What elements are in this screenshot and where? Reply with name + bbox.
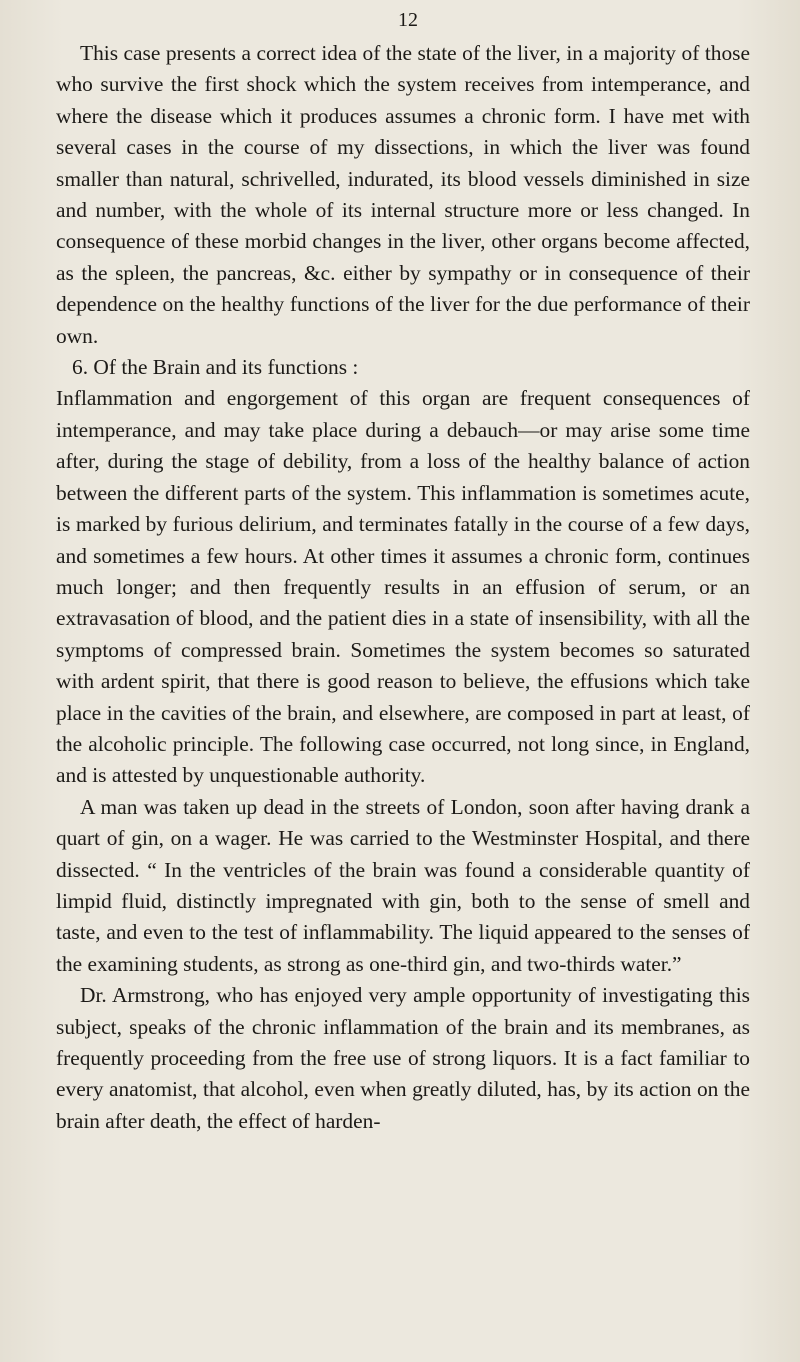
paragraph-brain-inflammation: Inflammation and engorgement of this organ are frequent consequences of intemperance, and may take place during a debauch—or may arise some time after, during the stage of debility, from a loss of the healthy balance of action between the different parts of the system. This inflammation is sometimes acute, is marked by furious delirium, and terminates fatally in the course of a few days, and sometimes a few hours. At other times it assumes a chronic form, continues much longer; and then frequently results in an effusion of serum, or an extravasation of blood, and the patient dies in a state of insensibility, with all the symptoms of compressed brain. Sometimes the system becomes so saturated with ardent spirit, that there is good reason to believe, the effusions which take place in the cavities of the brain, and elsewhere, are composed in part at least, of the alcoholic principle. The following case occurred, not long since, in England, and is attested by unquestionable authority. [56,386,750,788]
page-number: 12 [398,9,418,31]
section-heading [56,352,750,383]
paragraph-london-case: A man was taken up dead in the streets of London, soon after having drank a quart of gin, on a wager. He was carried to the Westminster Hospital, and there dissected. “ In the ventricles of the brain was found a considerable quantity of limpid fluid, distinctly impregnated with gin, both to the sense of smell and taste, and even to the test of inflammability. The liquid appeared to the senses of the examining students, as strong as one-third gin, and two-thirds water.” [56,794,750,976]
section-title: Of the Brain and its functions : [93,355,359,380]
section-number: 6. [72,355,89,380]
paragraph-liver-chronic: This case presents a correct idea of the state of the liver, in a majority of those who survive the first shock which the system receives from intemperance, and where the disease which it produces assumes a chronic form. I have met with several cases in the course of my dissections, in which the liver was found smaller than natural, schrivelled, indurated, its blood vessels diminished in size and number, with the whole of its internal structure more or less changed. In consequence of these morbid changes in the liver, other organs become affected, as the spleen, the pancreas, &c. either by sympathy or in consequence of their dependence on the healthy functions of the liver for the due performance of their own. [56,41,750,348]
paragraph-dr-armstrong: Dr. Armstrong, who has enjoyed very ample opportunity of investigating this subject, speaks of the chronic inflammation of the brain and its membranes, as frequently proceeding from the free use of strong liquors. It is a fact familiar to every anatomist, that alcohol, even when greatly diluted, has, by its action on the brain after death, the effect of harden- [56,983,750,1133]
